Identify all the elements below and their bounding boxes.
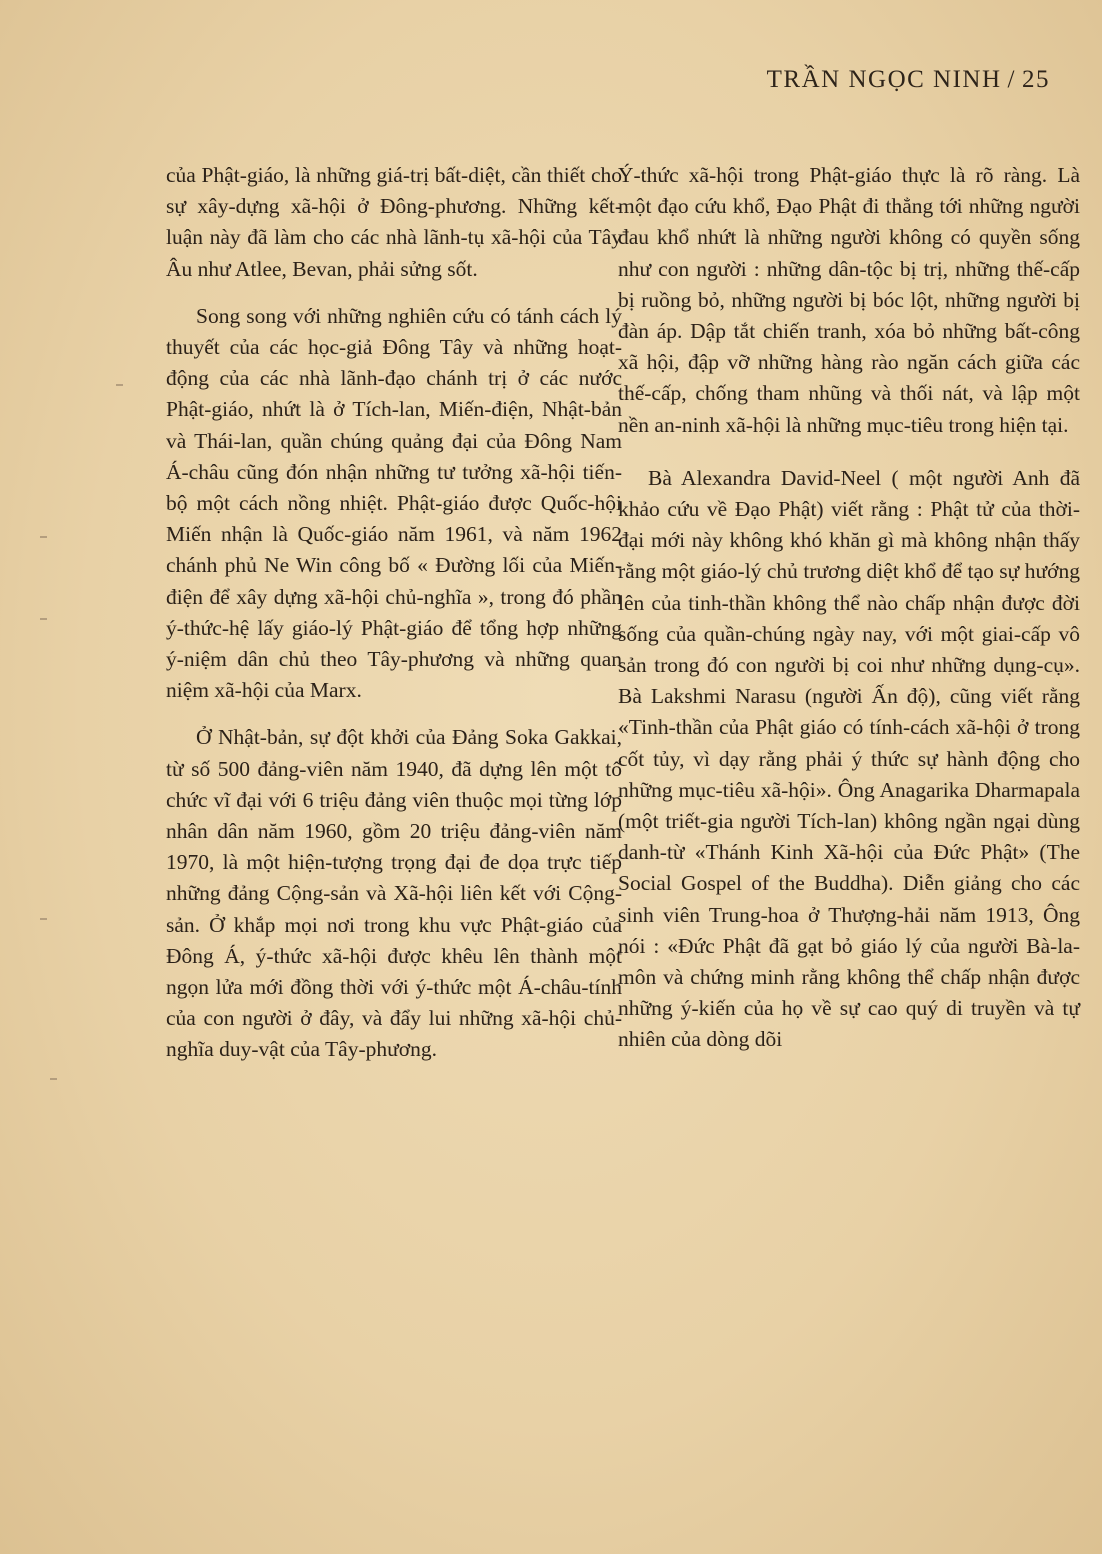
header-author: TRẦN NGỌC NINH [766, 66, 1002, 93]
left-paragraph-3: Ở Nhật-bản, sự đột khởi của Đảng Soka Gakkai, từ số 500 đảng-viên năm 1940, đã dựng lên một tổ chức vĩ đại với 6 triệu đảng viên thuộc mọi từng lớp nhân dân năm 1960, gồm 20 triệu đảng-viên năm 1970, là một hiện-tượng trọng đại đe dọa trực tiếp những đảng Cộng-sản và Xã-hội liên kết với Cộng-sản. Ở khắp mọi nơi trong khu vực Phật-giáo của Đông Á, ý-thức xã-hội được khêu lên thành một ngọn lửa mới đồng thời với ý-thức một Á-châu-tính của con người ở đây, và đẩy lui những xã-hội chủ-nghĩa duy-vật của Tây-phương. [166, 725, 622, 1062]
margin-mark [50, 1078, 57, 1080]
right-paragraph-2: Bà Alexandra David-Neel ( một người Anh đã khảo cứu về Đạo Phật) viết rằng : Phật tử của thời-đại mới này không khó khăn gì mà không nhận thấy rằng một giáo-lý chủ trương diệt khổ để tạo sự hướng lên của tinh-thần không thể nào chấp nhận được đời sống của quần-chúng ngày nay, với một giai-cấp vô sản trong đó con người bị coi như những dụng-cụ». Bà Lakshmi Narasu (người Ấn độ), cũng viết rằng «Tinh-thần của Phật giáo có tính-cách xã-hội ở trong cốt tủy, vì dạy rằng phải ý thức sự hành động cho những mục-tiêu xã-hội». Ông Anagarika Dharmapala (một triết-gia người Tích-lan) không ngần ngại dùng danh-từ «Thánh Kinh Xã-hội của Đức Phật» (The Social Gospel of the Buddha). Diễn giảng cho các sinh viên Trung-hoa ở Thượng-hải năm 1913, Ông nói : «Đức Phật đã gạt bỏ giáo lý của người Bà-la-môn và chứng minh rằng không thể chấp nhận được những ý-kiến của họ về sự cao quý di truyền và tự nhiên của dòng dõi [618, 465, 1080, 1052]
right-column [618, 160, 1080, 1056]
left-paragraph-1: của Phật-giáo, là những giá-trị bất-diệt, cần thiết cho sự xây-dựng xã-hội ở Đông-phương. Những kết-luận này đã làm cho các nhà lãnh-tụ xã-hội của Tây Âu như Atlee, Bevan, phải sửng sốt. [166, 163, 622, 281]
left-column [166, 160, 622, 1066]
header-separator: / [1007, 66, 1016, 93]
left-paragraph-2: Song song với những nghiên cứu có tánh cách lý thuyết của các học-giả Đông Tây và những hoạt-động của các nhà lãnh-đạo chánh trị ở các nước Phật-giáo, nhứt là ở Tích-lan, Miến-điện, Nhật-bản và Thái-lan, quần chúng quảng đại của Đông Nam Á-châu cũng đón nhận những tư tưởng xã-hội tiến-bộ một cách nồng nhiệt. Phật-giáo được Quốc-hội Miến nhận là Quốc-giáo năm 1961, và năm 1962 chánh phủ Ne Win công bố « Đường lối của Miến-điện để xây dựng xã-hội chủ-nghĩa », trong đó phần ý-thức-hệ lấy giáo-lý Phật-giáo để tổng hợp những ý-niệm dân chủ theo Tây-phương và những quan niệm xã-hội của Marx. [166, 303, 622, 703]
running-header [767, 66, 1050, 94]
right-paragraph-1: Ý-thức xã-hội trong Phật-giáo thực là rõ ràng. Là một đạo cứu khổ, Đạo Phật đi thẳng tới những người đau khổ nhứt là những người không có quyền sống như con người : những dân-tộc bị trị, những thế-cấp bị ruồng bỏ, những người bị bóc lột, những người bị đàn áp. Dập tắt chiến tranh, xóa bỏ những bất-công xã hội, đập vỡ những hàng rào ngăn cách giữa các thế-cấp, chống tham nhũng và thối nát, và lập một nền an-ninh xã-hội là những mục-tiêu trong hiện tại. [618, 163, 1080, 437]
margin-mark [116, 384, 123, 386]
margin-mark [40, 618, 47, 620]
margin-mark [40, 536, 47, 538]
page-number: 25 [1022, 66, 1050, 93]
margin-mark [40, 918, 47, 920]
